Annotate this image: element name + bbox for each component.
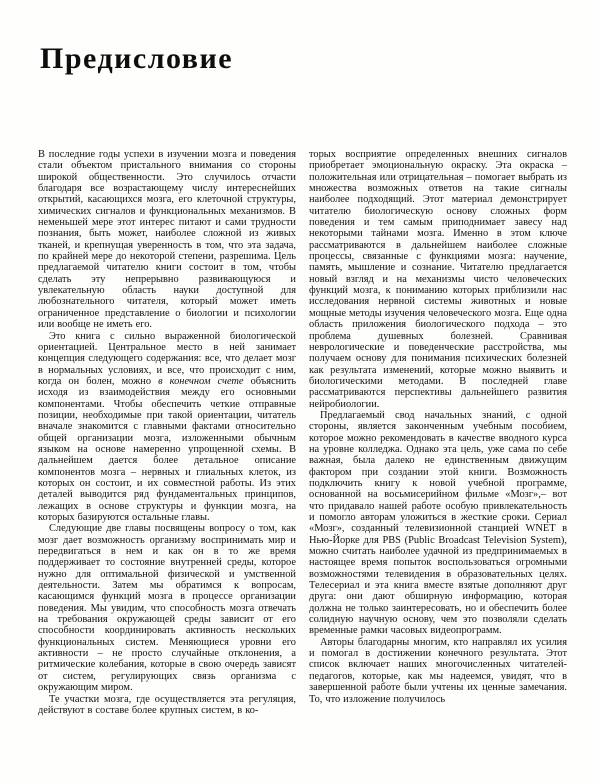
- page-title: Предисловие: [40, 42, 234, 75]
- text-columns: [38, 149, 567, 749]
- left-column: [38, 149, 296, 749]
- paragraph: торых восприятие определенных внешних сигналов приобретает эмоциональную окраску. Эта окраска – положительная или отрицательная – помогает выбрать из множества возможных ответов на такие сигналы наиболее подходящий. Этот материал демонстрирует читателю биологическую основу сложных форм поведения и тем самым приподнимает завесу над некоторыми тайнами мозга. Именно в этом ключе рассматриваются в дальнейшем наиболее сложные процессы, связанные с функциями мозга: научение, память, мышление и сознание. Читателю предлагается новый взгляд и на механизмы чисто человеческих функций мозга, к пониманию которых приблизили нас исследования нервной системы животных и новые мощные методы изучения человеческого мозга. Еще одна область приложения биологического подхода – это проблема душевных болезней. Сравнивая неврологические и поведенческие расстройства, мы получаем основу для понимания психических болезней как результата изменений, которые можно выявить и биологическими методами. В последней главе рассматриваются перспективы дальнейшего развития нейробиологии.: [309, 149, 567, 410]
- paragraph-text: Это книга с сильно выраженной биологической ориентацией. Центральное место в ней занимает концепция следующего содержания: все, что делает мозг в нормальных условиях, и все, что происходит с ним, когда он болен, можно: [38, 330, 296, 387]
- paragraph: В последние годы успехи в изучении мозга и поведения стали объектом пристального внимания со стороны широкой общественности. Это случилось отчасти благодаря все возрастающему числу интереснейших открытий, касающихся мозга, его клеточной структуры, химических сигналов и функциональных механизмов. В неменьшей мере этот интерес питают и сами трудности познания, быть может, наиболее сложной из живых тканей, и крепнущая уверенность в том, что эта задача, по крайней мере до некоторой степени, разрешима. Цель предлагаемой читателю книги состоит в том, чтобы сделать эту непрерывно развивающуюся и увлекательную область науки доступной для любознательного читателя, который может иметь ограниченное представление о биологии и психологии или вообще не иметь его.: [38, 149, 296, 331]
- paragraph: Авторы благодарны многим, кто направлял их усилия и помогал в достижении конечного результата. Этот список включает наших многочисленных читателей-педагогов, которые, как мы надеемся, увидят, что в завершенной работе были учтены их ценные замечания. То, что изложение получилось: [309, 636, 567, 705]
- right-column: [309, 149, 567, 749]
- paragraph: Те участки мозга, где осуществляется эта регуляция, действуют в составе более крупных систем, в ко-: [38, 693, 296, 716]
- italic-phrase: в конечном счете: [158, 375, 244, 387]
- paragraph: Предлагаемый свод начальных знаний, с одной стороны, является законченным учебным пособием, которое можно рекомендовать в качестве вводного курса на уровне колледжа. Однако эта цель, уже сама по себе важная, была далеко не единственным движущим фактором при создании этой книги. Возможность подключить книгу к новой учебной программе, основанной на восьмисерийном фильме «Мозг»,– вот что придавало нашей работе особую привлекательность и помогло авторам уложиться в жесткие сроки. Сериал «Мозг», созданный телевизионной станцией WNET в Нью-Йорке для PBS (Public Broadcast Television System), можно считать наиболее удачной из предпринимаемых в настоящее время попыток воспользоваться огромными возможностями телевидения в образовательных целях. Телесериал и эта книга вместе взятые дополняют друг друга: они дают обширную информацию, которая должна не только заинтересовать, но и обеспечить более солидную научную основу, чем это позволяли сделать временные рамки часовых видеопрограмм.: [309, 409, 567, 637]
- paragraph-text: объяснить исходя из взаимодействия между его основными компонентами. Чтобы обеспечить четкие отправные позиции, необходимые при такой ориентации, читатель вначале знакомится с главными фактами относительно общей организации мозга, изложенными обычным языком на основе намеренно упрощенной схемы. В дальнейшем дается более детальное описание компонентов мозга – нервных и глиальных клеток, из которых он состоит, и их совместной работы. Из этих деталей выводится ряд фундаментальных принципов, лежащих в основе структуры и функции мозга, на которых базируются остальные главы.: [38, 375, 296, 523]
- paragraph: Следующие две главы посвящены вопросу о том, как мозг дает возможность организму воспринимать мир и передвигаться в нем и как он в то же время поддерживает то состояние внутренней среды, которое нужно для оптимальной физической и умственной деятельности. Затем мы обратимся к вопросам, касающимся функций мозга в процессе организации поведения. Мы увидим, что способность мозга отвечать на требования окружающей среды зависит от его способности координировать активность нескольких функциональных систем. Меняющиеся уровни его активности – не просто случайные отклонения, а ритмические колебания, которые в свою очередь зависят от систем, регулирующих связь организма с окружающим миром.: [38, 523, 296, 694]
- paragraph: [38, 331, 296, 524]
